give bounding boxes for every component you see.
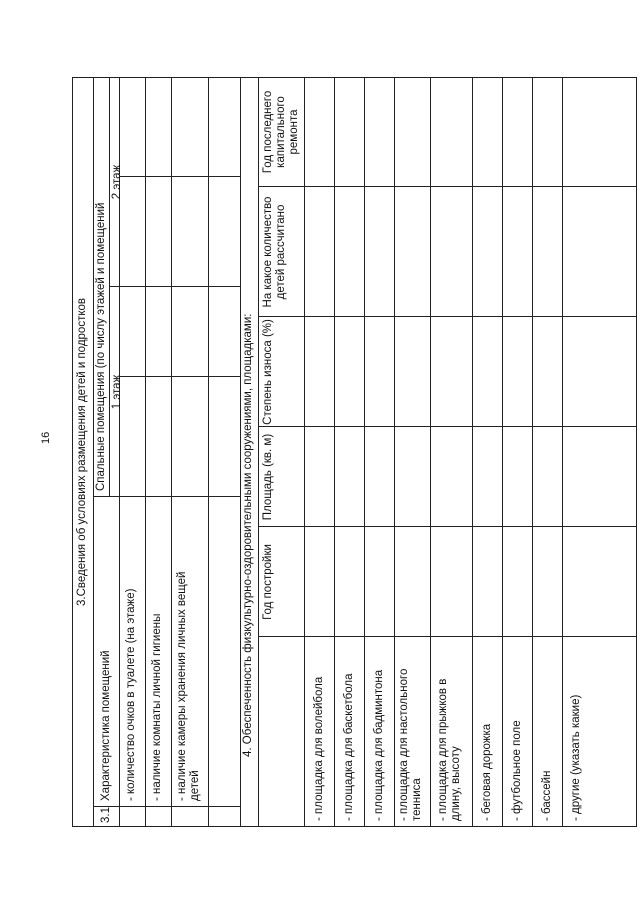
row-pool: - бассейн <box>541 770 553 821</box>
row-volleyball: - площадка для волейбола <box>313 676 325 821</box>
row-jumping: - площадка для прыжков в длину, высоту <box>437 678 462 821</box>
row-badminton: - площадка для бадминтона <box>373 669 385 821</box>
col-year-built: Год постройки <box>262 544 274 620</box>
section4-title: 4. Обеспеченность физкультурно-оздоровительными сооружениями, площадками: <box>242 313 254 757</box>
bedrooms-header: Спальные помещения (по числу этажей и помещений <box>95 202 107 491</box>
page-number: 16 <box>40 431 52 444</box>
row-number: 3.1 <box>100 807 112 823</box>
col-last-repair: Год последнего капитального ремонта <box>262 90 300 174</box>
row-football-field: - футбольное поле <box>511 720 523 821</box>
row-other: - другие (указать какие) <box>570 694 582 821</box>
floor-2-header: 2 этаж <box>111 164 123 200</box>
row-running-track: - беговая дорожка <box>481 723 493 821</box>
row-hygiene-room: - наличие комнаты личной гигиены <box>151 613 163 801</box>
row-storage-room: - наличие камеры хранения личных вещей детей <box>176 571 201 801</box>
row-table-tennis: - площадка для настольного тенниса <box>398 668 423 821</box>
document-table <box>72 77 637 827</box>
row-toilets: - количество очков в туалете (на этаже) <box>125 588 137 801</box>
col-capacity: На какое количество детей рассчитано <box>262 196 287 308</box>
floor-1-header: 1 этаж <box>111 374 123 410</box>
col-wear: Степень износа (%) <box>262 319 274 425</box>
col-area: Площадь (кв. м) <box>262 433 274 521</box>
characteristic-header: Характеристика помещений <box>100 650 112 801</box>
section3-title: 3.Сведения об условиях размещения детей и подростков <box>76 297 88 607</box>
row-basketball: - площадка для баскетбола <box>343 673 355 821</box>
